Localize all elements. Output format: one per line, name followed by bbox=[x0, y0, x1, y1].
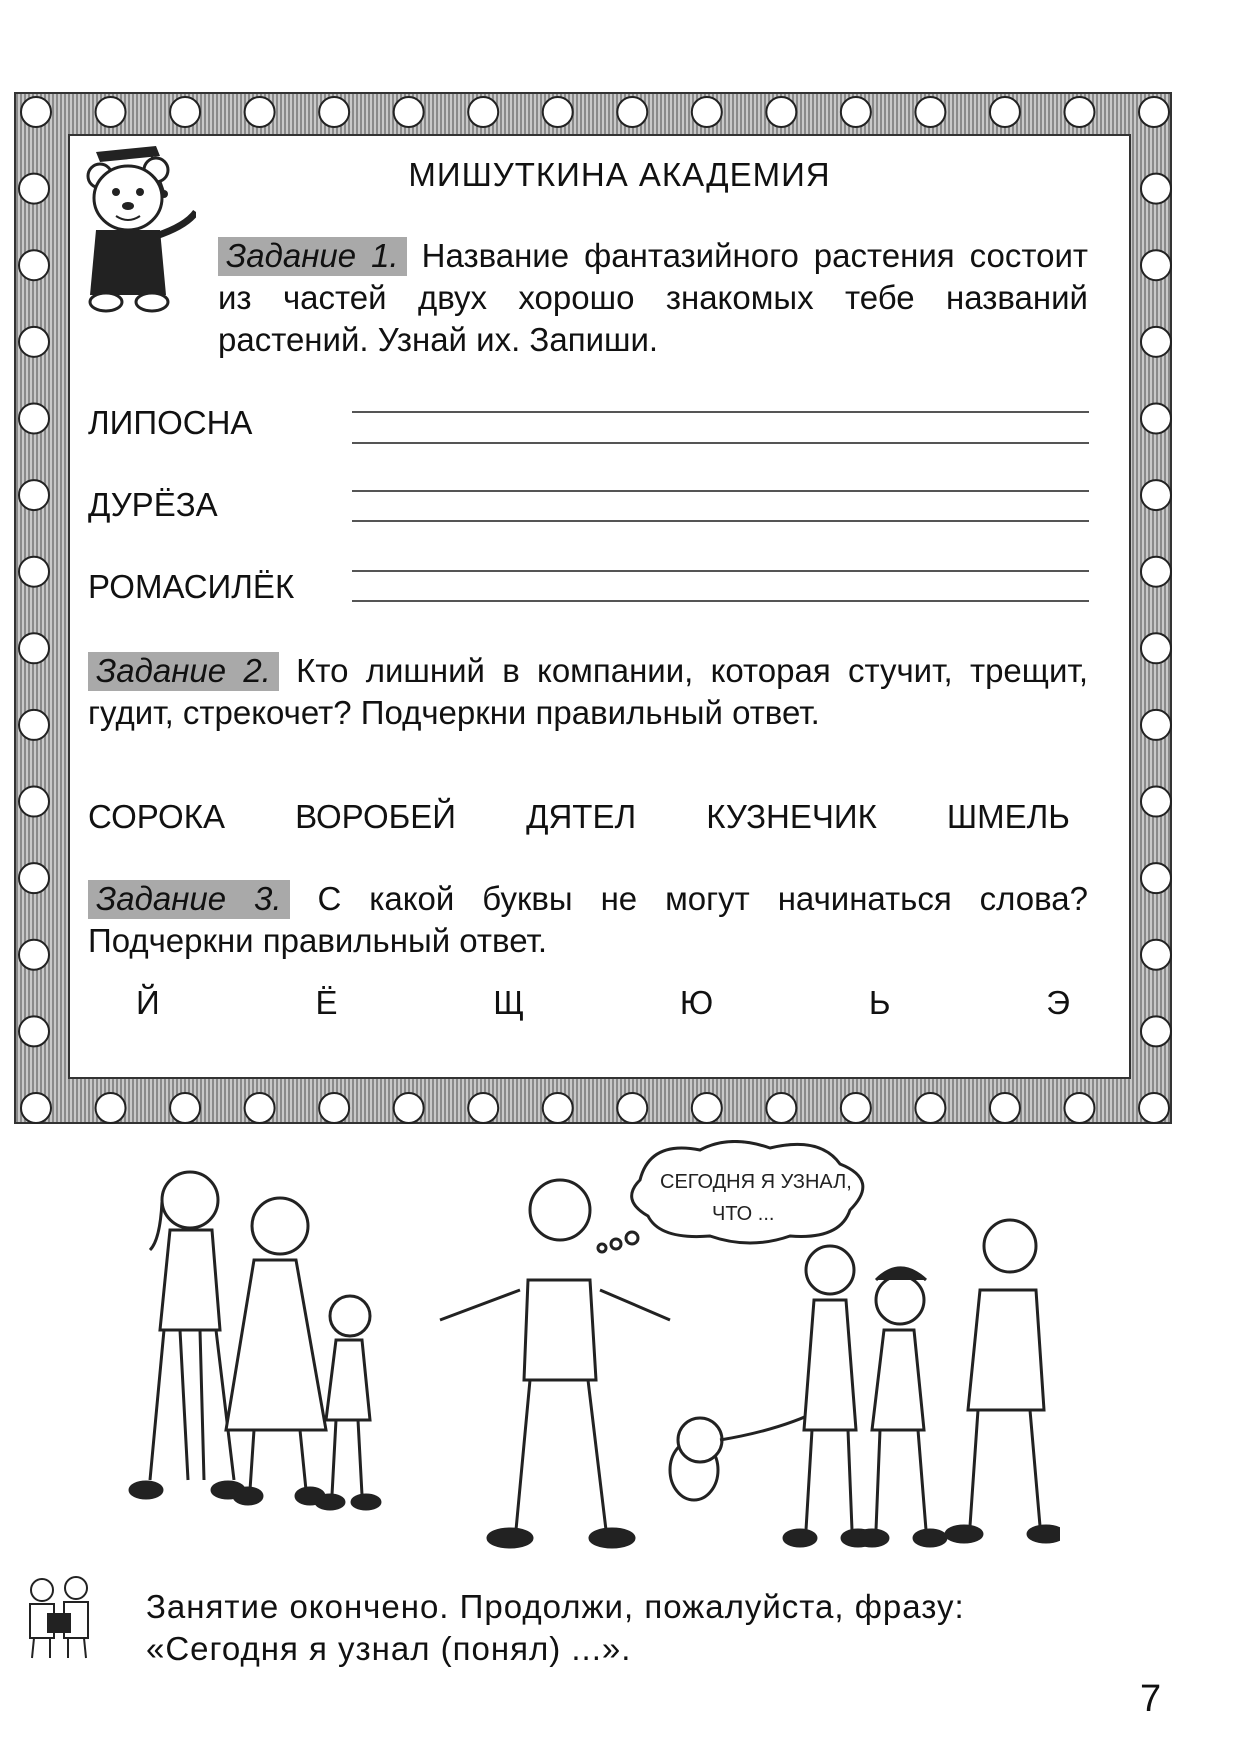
frame-dot bbox=[841, 97, 871, 127]
frame-dot bbox=[96, 97, 126, 127]
task3-tag: Задание 3. bbox=[88, 880, 290, 919]
frame-dot bbox=[245, 97, 275, 127]
footer-line1: Занятие окончено. Продолжи, пожалуйста, фразу: bbox=[146, 1588, 965, 1625]
frame-dot bbox=[766, 97, 796, 127]
frame-dot bbox=[19, 403, 49, 433]
task2-block bbox=[88, 650, 1088, 734]
task1-word-2: ДУРЁЗА bbox=[88, 486, 218, 523]
frame-dot bbox=[468, 1093, 498, 1123]
frame-dot bbox=[915, 97, 945, 127]
frame-dot bbox=[19, 710, 49, 740]
task1-text: Название фантазийного растения состоит из частей двух хорошо знакомых тебе названий растений. Узнай их. Запиши. bbox=[218, 237, 1089, 358]
frame-dot bbox=[1141, 940, 1171, 970]
frame-dot bbox=[1141, 1016, 1171, 1046]
speech-bubble-line2: ЧТО ... bbox=[712, 1203, 775, 1225]
kids-reading-icon bbox=[18, 1570, 104, 1662]
frame-dot bbox=[319, 97, 349, 127]
frame-dot bbox=[170, 97, 200, 127]
footer-line2: «Сегодня я узнал (понял) ...». bbox=[146, 1630, 632, 1667]
task3-letter[interactable]: Й bbox=[136, 984, 160, 1021]
task1-word-3: РОМАСИЛЁК bbox=[88, 568, 295, 605]
frame-dot bbox=[1141, 480, 1171, 510]
task2-option[interactable]: ДЯТЕЛ bbox=[526, 798, 637, 835]
task1-block bbox=[218, 235, 1088, 361]
task3-letter[interactable]: Э bbox=[1046, 984, 1070, 1021]
frame-dot bbox=[543, 1093, 573, 1123]
frame-dot bbox=[1141, 250, 1171, 280]
frame-dot bbox=[617, 1093, 647, 1123]
task2-option[interactable]: ВОРОБЕЙ bbox=[295, 798, 457, 835]
frame-dot bbox=[766, 1093, 796, 1123]
frame-dot bbox=[21, 1093, 51, 1123]
task3-letter[interactable]: Ё bbox=[315, 984, 338, 1021]
frame-dot bbox=[19, 250, 49, 280]
frame-dot bbox=[841, 1093, 871, 1123]
answer-line[interactable] bbox=[352, 411, 1089, 413]
frame-dot bbox=[1141, 863, 1171, 893]
answer-line[interactable] bbox=[352, 600, 1089, 602]
speech-bubble-line1: СЕГОДНЯ Я УЗНАЛ, bbox=[660, 1171, 852, 1193]
task2-options bbox=[88, 798, 1070, 836]
task1-tag: Задание 1. bbox=[218, 237, 407, 276]
task3-block bbox=[88, 878, 1088, 962]
answer-line[interactable] bbox=[352, 490, 1089, 492]
frame-dot bbox=[1139, 1093, 1169, 1123]
frame-dot bbox=[1141, 327, 1171, 357]
task3-text: С какой буквы не могут начинаться слова? Подчеркни правильный ответ. bbox=[88, 880, 1088, 959]
page-title: МИШУТКИНА АКАДЕМИЯ bbox=[408, 156, 831, 193]
frame-dot bbox=[319, 1093, 349, 1123]
task3-letter[interactable]: Ю bbox=[679, 984, 714, 1021]
answer-line[interactable] bbox=[352, 442, 1089, 444]
frame-dot bbox=[1064, 1093, 1094, 1123]
children-illustration bbox=[100, 1140, 1060, 1560]
task1-word-1: ЛИПОСНА bbox=[88, 404, 253, 441]
task2-text: Кто лишний в компании, которая стучит, трещит, гудит, стрекочет? Подчеркни правильный ответ. bbox=[88, 652, 1088, 731]
frame-dot bbox=[1141, 787, 1171, 817]
task2-option[interactable]: КУЗНЕЧИК bbox=[706, 798, 877, 835]
task2-option[interactable]: ШМЕЛЬ bbox=[946, 798, 1070, 835]
page-number: 7 bbox=[1140, 1678, 1162, 1720]
frame-dot bbox=[170, 1093, 200, 1123]
frame-dot bbox=[1141, 633, 1171, 663]
frame-dot bbox=[692, 97, 722, 127]
frame-dot bbox=[1141, 557, 1171, 587]
frame-dot bbox=[19, 863, 49, 893]
frame-dot bbox=[394, 97, 424, 127]
task3-letter[interactable]: Ь bbox=[868, 984, 891, 1021]
frame-dot bbox=[96, 1093, 126, 1123]
frame-dot bbox=[915, 1093, 945, 1123]
frame-dot bbox=[19, 1016, 49, 1046]
frame-dot bbox=[468, 97, 498, 127]
frame-dot bbox=[1141, 403, 1171, 433]
task3-letter[interactable]: Щ bbox=[493, 984, 525, 1021]
frame-dot bbox=[19, 327, 49, 357]
frame-dot bbox=[394, 1093, 424, 1123]
frame-dot bbox=[1139, 97, 1169, 127]
frame-dot bbox=[1141, 710, 1171, 740]
frame-dot bbox=[990, 1093, 1020, 1123]
frame-dot bbox=[543, 97, 573, 127]
frame-dot bbox=[617, 97, 647, 127]
answer-line[interactable] bbox=[352, 520, 1089, 522]
frame-dot bbox=[19, 557, 49, 587]
task3-letters bbox=[136, 984, 1070, 1022]
frame-dot bbox=[1064, 97, 1094, 127]
frame-dot bbox=[245, 1093, 275, 1123]
frame-dot bbox=[21, 97, 51, 127]
answer-line[interactable] bbox=[352, 570, 1089, 572]
task2-option[interactable]: СОРОКА bbox=[88, 798, 225, 835]
frame-dot bbox=[692, 1093, 722, 1123]
frame-dot bbox=[19, 787, 49, 817]
frame-dot bbox=[19, 633, 49, 663]
frame-dot bbox=[19, 480, 49, 510]
footer-text bbox=[146, 1586, 1176, 1670]
frame-dot bbox=[19, 940, 49, 970]
task2-tag: Задание 2. bbox=[88, 652, 279, 691]
frame-dot bbox=[990, 97, 1020, 127]
